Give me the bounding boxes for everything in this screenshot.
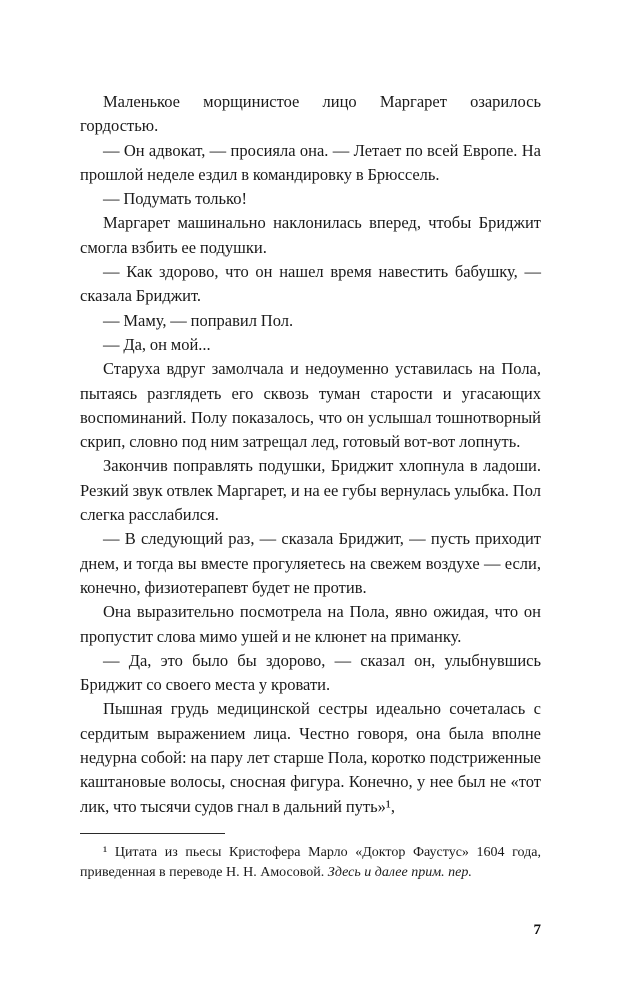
paragraph: Пышная грудь медицинской сестры идеально сочеталась с сердитым выражением лица. Честно говоря, она была вполне недурна собой: на пару лет старше Пола, коротко подстриженные каштановые волосы, сносная фигура. Конечно, у нее был не «тот лик, что тысячи судов гнал в дальний путь»¹, [80,699,541,816]
page-number: 7 [533,922,541,938]
paragraph: — В следующий раз, — сказала Бриджит, — пусть приходит днем, и тогда вы вместе прогуляетесь на свежем воздухе — если, конечно, физиотерапевт будет не против. [80,529,541,597]
footnote-italic-text: Здесь и далее прим. пер. [327,865,472,881]
paragraph: — Подумать только! [103,189,247,209]
paragraph: Старуха вдруг замолчала и недоуменно уставилась на Пола, пытаясь разглядеть его сквозь туман старости и угасающих воспоминаний. Полу показалось, что он услышал тошнотворный скрип, словно под ним затрещал лед, готовый вот-вот лопнуть. [80,359,541,452]
paragraph: — Да, он мой... [103,334,211,354]
paragraph: — Он адвокат, — просияла она. — Летает по всей Европе. На прошлой неделе ездил в командировку в Брюссель. [80,140,541,184]
paragraph: Маргарет машинально наклонилась вперед, чтобы Бриджит смогла взбить ее подушки. [80,213,541,257]
paragraph: Закончив поправлять подушки, Бриджит хлопнула в ладоши. Резкий звук отвлек Маргарет, и на ее губы вернулась улыбка. Пол слегка расслабился. [80,456,541,525]
paragraph: — Маму, — поправил Пол. [103,310,294,330]
paragraph: Она выразительно посмотрела на Пола, явно ожидая, что он пропустит слова мимо ушей и не клюнет на приманку. [80,602,541,646]
footnote-text: ¹ Цитата из пьесы Кристофера Марло «Доктор Фаустус» 1604 года, приведенная в переводе Н. Н. Амосовой. [80,844,541,881]
footnote [80,843,541,884]
paragraph: — Да, это было бы здорово, — сказал он, улыбнувшись Бриджит со своего места у кровати. [80,650,541,695]
footnote-separator [80,833,225,834]
paragraph: Маленькое морщинистое лицо Маргарет озарилось гордостью. [80,92,541,136]
paragraph: — Как здорово, что он нашел время навестить бабушку, — сказала Бриджит. [80,262,541,306]
body-text [80,90,541,819]
